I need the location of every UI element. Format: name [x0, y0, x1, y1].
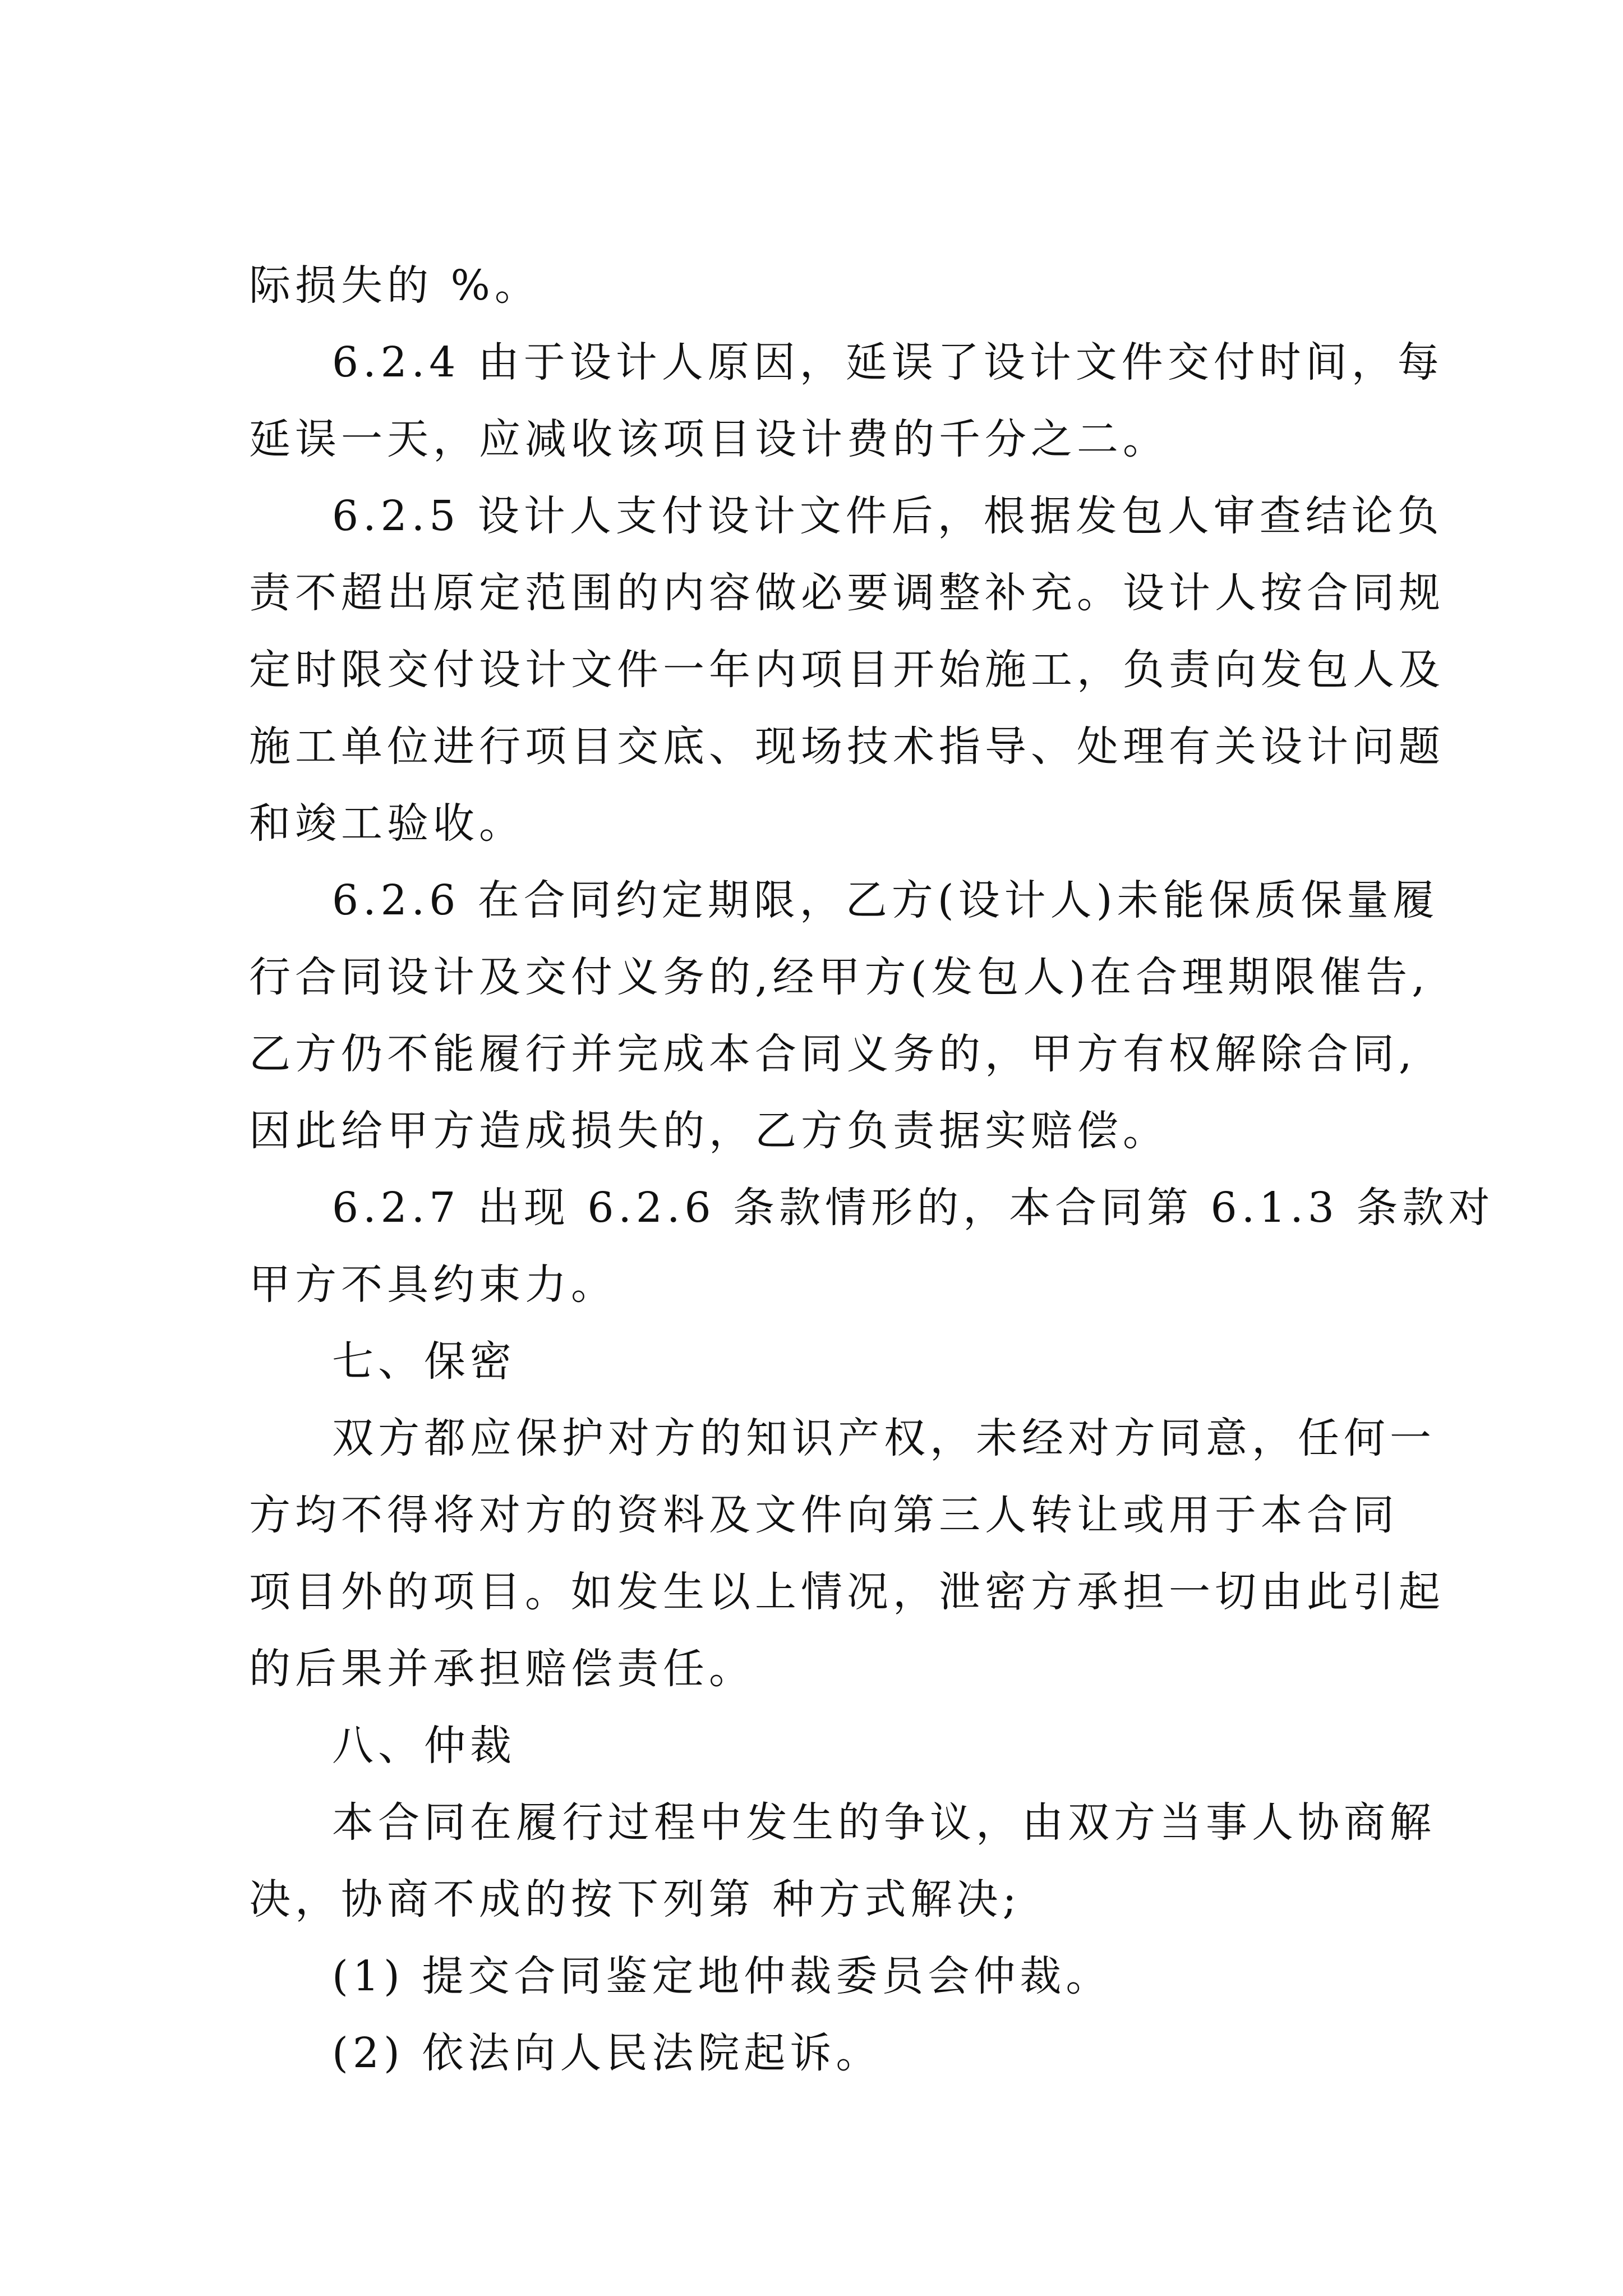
text-line: 施工单位进行项目交底、现场技术指导、处理有关设计问题 — [249, 723, 1445, 771]
text-line: 6.2.6 在合同约定期限，乙方(设计人)未能保质保量履 — [332, 876, 1439, 924]
text-line: 甲方不具约束力。 — [249, 1260, 617, 1309]
text-line: 项目外的项目。如发生以上情况，泄密方承担一切由此引起 — [249, 1568, 1445, 1616]
text-line: 决，协商不成的按下列第 种方式解决; — [249, 1875, 1021, 1924]
text-line: 本合同在履行过程中发生的争议，由双方当事人协商解 — [332, 1798, 1436, 1847]
section-heading: 八、仲裁 — [332, 1722, 516, 1770]
text-line: 因此给甲方造成损失的，乙方负责据实赔偿。 — [249, 1107, 1169, 1155]
text-line: 乙方仍不能履行并完成本合同义务的，甲方有权解除合同, — [249, 1030, 1417, 1078]
text-line: 的后果并承担赔偿责任。 — [249, 1645, 755, 1693]
text-line: 际损失的 %。 — [249, 261, 541, 310]
section-heading: 七、保密 — [332, 1337, 516, 1386]
text-line: 定时限交付设计文件一年内项目开始施工，负责向发包人及 — [249, 646, 1445, 694]
text-line: 6.2.4 由于设计人原因，延误了设计文件交付时间，每 — [332, 338, 1444, 386]
text-line: 6.2.7 出现 6.2.6 条款情形的，本合同第 6.1.3 条款对 — [332, 1184, 1495, 1232]
text-line: (2) 依法向人民法院起诉。 — [332, 2029, 882, 2077]
text-line: 和竣工验收。 — [249, 799, 525, 848]
text-line: (1) 提交合同鉴定地仲裁委员会仲裁。 — [332, 1952, 1112, 2000]
text-line: 责不超出原定范围的内容做必要调整补充。设计人按合同规 — [249, 569, 1445, 617]
text-line: 方均不得将对方的资料及文件向第三人转让或用于本合同 — [249, 1491, 1399, 1539]
text-line: 双方都应保护对方的知识产权，未经对方同意，任何一 — [332, 1414, 1436, 1462]
text-line: 6.2.5 设计人支付设计文件后，根据发包人审查结论负 — [332, 492, 1444, 540]
text-line: 行合同设计及交付义务的,经甲方(发包人)在合理期限催告, — [249, 953, 1430, 1001]
text-line: 延误一天，应减收该项目设计费的千分之二。 — [249, 415, 1169, 463]
